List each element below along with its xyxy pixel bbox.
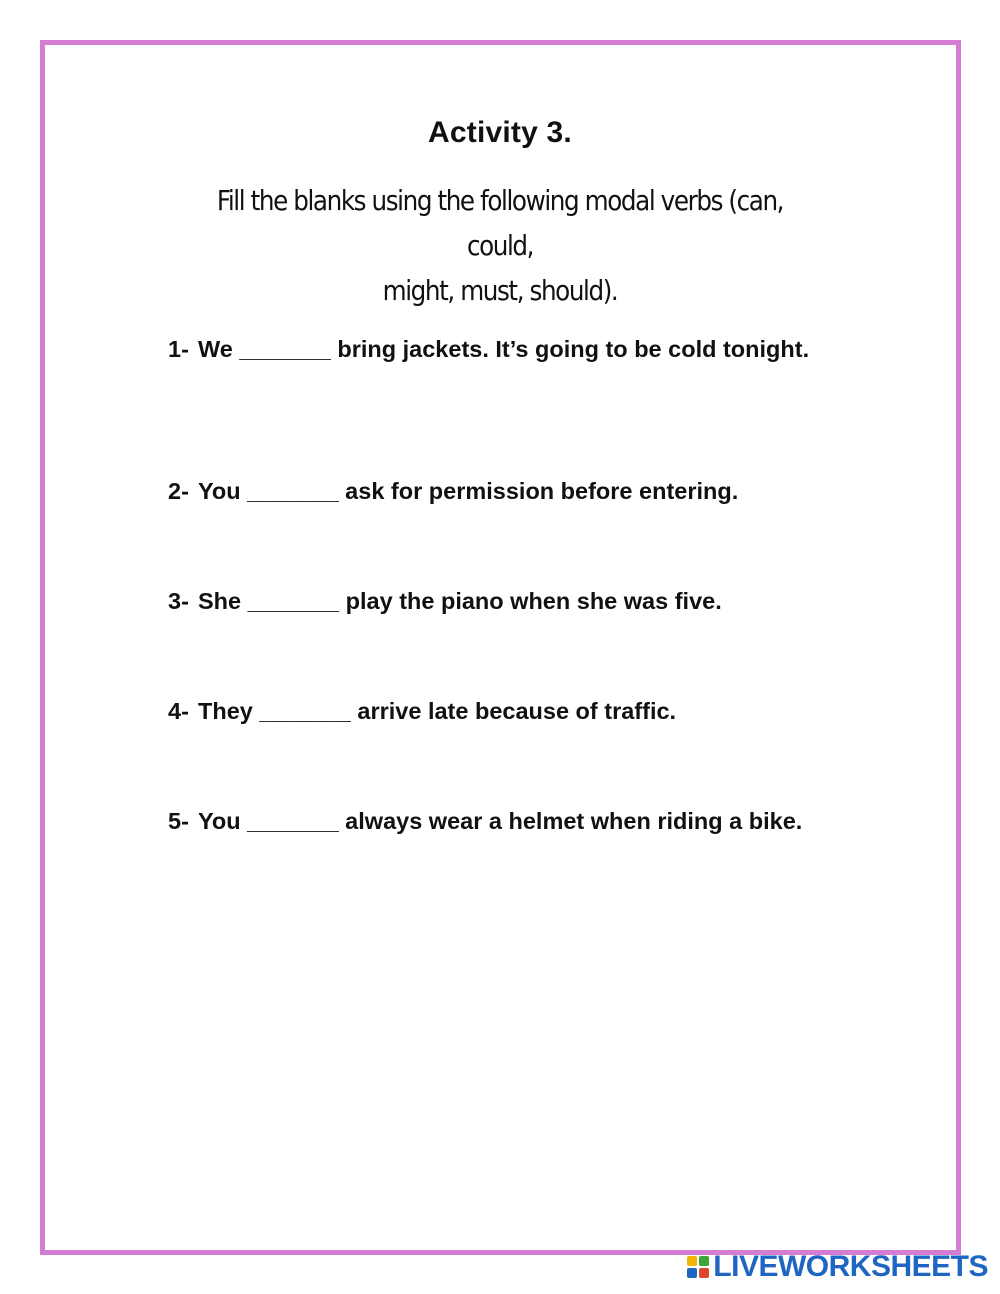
- instructions-line-2: might, must, should).: [382, 274, 618, 307]
- question-item: [168, 805, 848, 837]
- logo-tile: [699, 1268, 709, 1278]
- question-text: She _______ play the piano when she was five.: [198, 588, 722, 614]
- activity-title: Activity 3.: [428, 116, 572, 149]
- question-number: 5-: [168, 808, 189, 834]
- question-item: [168, 333, 848, 365]
- brand-text: LIVEWORKSHEETS: [713, 1250, 988, 1283]
- question-number: 2-: [168, 478, 189, 504]
- question-text: You _______ ask for permission before entering.: [198, 478, 739, 504]
- instructions: [183, 178, 817, 313]
- question-number: 1-: [168, 336, 189, 362]
- question-text: They _______ arrive late because of traffic.: [198, 698, 677, 724]
- liveworksheets-brand[interactable]: [687, 1252, 988, 1282]
- question-item: [168, 585, 848, 617]
- question-text: You _______ always wear a helmet when riding a bike.: [198, 808, 803, 834]
- question-item: [168, 695, 848, 727]
- question-number: 4-: [168, 698, 189, 724]
- logo-tile: [687, 1268, 697, 1278]
- question-text: We _______ bring jackets. It’s going to be cold tonight.: [198, 336, 810, 362]
- question-item: [168, 475, 848, 507]
- liveworksheets-logo-icon: [687, 1256, 709, 1278]
- instructions-line-1: Fill the blanks using the following modal verbs (can, could,: [216, 184, 784, 262]
- question-number: 3-: [168, 588, 189, 614]
- logo-tile: [687, 1256, 697, 1266]
- logo-tile: [699, 1256, 709, 1266]
